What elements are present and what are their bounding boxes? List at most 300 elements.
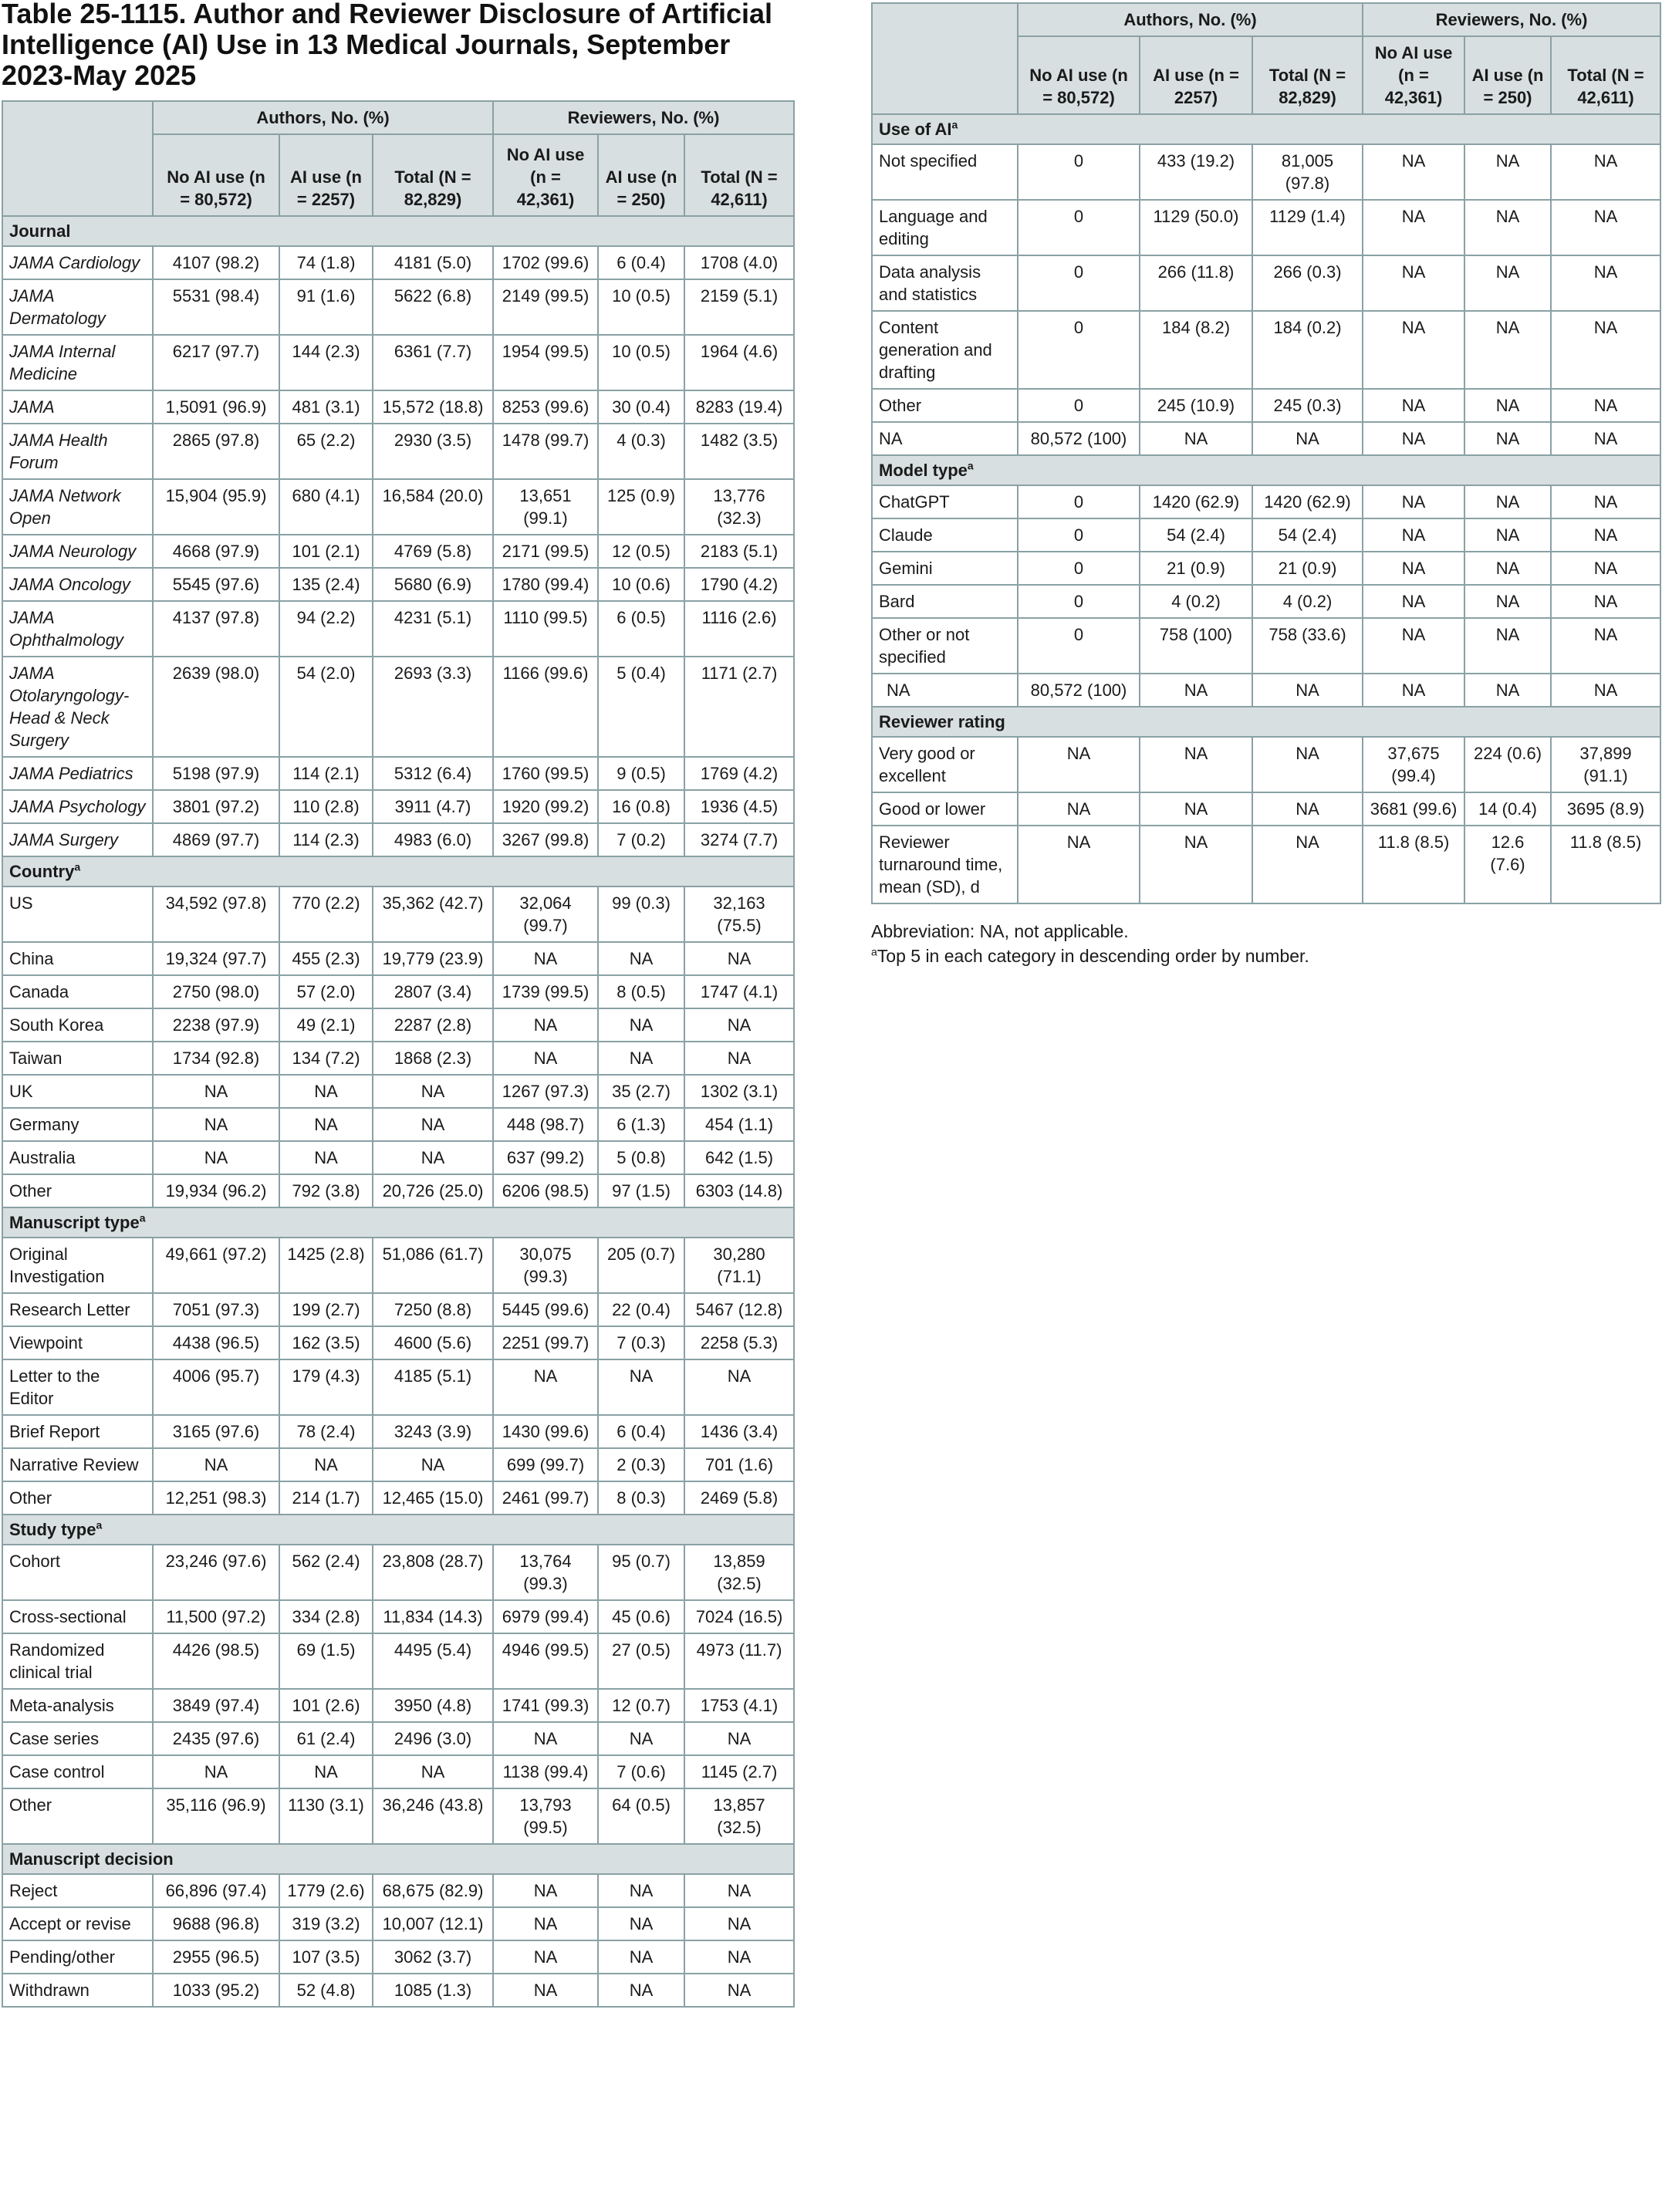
table-cell: 245 (10.9) <box>1140 389 1252 422</box>
table-row <box>872 552 1660 585</box>
row-label: Taiwan <box>2 1042 153 1075</box>
table-row <box>872 311 1660 389</box>
row-label: Reviewer turnaround time, mean (SD), d <box>872 826 1018 903</box>
table-cell: 642 (1.5) <box>684 1141 794 1174</box>
table-cell: 66,896 (97.4) <box>153 1874 279 1907</box>
table-cell: 57 (2.0) <box>279 975 373 1008</box>
table-cell: 7051 (97.3) <box>153 1293 279 1326</box>
table-cell: 5680 (6.9) <box>373 568 493 601</box>
table-cell: 3267 (99.8) <box>493 823 598 856</box>
table-cell: NA <box>1363 255 1464 311</box>
row-label: Good or lower <box>872 792 1018 826</box>
table-cell: 21 (0.9) <box>1140 552 1252 585</box>
table-cell: 1760 (99.5) <box>493 757 598 790</box>
row-label: Meta-analysis <box>2 1689 153 1722</box>
table-cell: 3695 (8.9) <box>1551 792 1660 826</box>
table-cell: NA <box>1140 737 1252 792</box>
table-cell: 7 (0.2) <box>598 823 684 856</box>
table-cell: 8 (0.3) <box>598 1481 684 1515</box>
table-cell: 1420 (62.9) <box>1140 485 1252 518</box>
table-cell: 4231 (5.1) <box>373 601 493 657</box>
table-cell: NA <box>1551 255 1660 311</box>
table-cell: 770 (2.2) <box>279 886 373 942</box>
section-header-journal <box>2 216 794 246</box>
table-cell: NA <box>684 942 794 975</box>
table-cell: 36,246 (43.8) <box>373 1788 493 1844</box>
table-cell: NA <box>684 1907 794 1940</box>
section-header-study-type <box>2 1515 794 1545</box>
table-cell: NA <box>493 1722 598 1755</box>
table-cell: 179 (4.3) <box>279 1359 373 1415</box>
row-label: JAMA Dermatology <box>2 279 153 335</box>
table-cell: 6303 (14.8) <box>684 1174 794 1207</box>
table-cell: 20,726 (25.0) <box>373 1174 493 1207</box>
table-cell: NA <box>493 1042 598 1075</box>
table-cell: 1116 (2.6) <box>684 601 794 657</box>
table-cell: NA <box>493 1907 598 1940</box>
table-cell: NA <box>373 1755 493 1788</box>
table-cell: NA <box>684 1008 794 1042</box>
row-label: Language and editing <box>872 200 1018 255</box>
table-cell: NA <box>153 1448 279 1481</box>
row-label: JAMA <box>2 390 153 424</box>
table-cell: NA <box>493 1359 598 1415</box>
table-cell: NA <box>1140 422 1252 455</box>
table-cell: 1420 (62.9) <box>1252 485 1363 518</box>
table-cell: 15,904 (95.9) <box>153 479 279 535</box>
section-header-use-of-ai <box>872 114 1660 144</box>
section-label: Country$^a$ <box>2 856 794 886</box>
table-cell: 5312 (6.4) <box>373 757 493 790</box>
table-cell: 1478 (99.7) <box>493 424 598 479</box>
table-cell: NA <box>1140 674 1252 707</box>
row-label: South Korea <box>2 1008 153 1042</box>
table-cell: 4181 (5.0) <box>373 246 493 279</box>
table-cell: 0 <box>1018 200 1140 255</box>
table-cell: 0 <box>1018 144 1140 200</box>
table-cell: 2865 (97.8) <box>153 424 279 479</box>
table-cell: 2258 (5.3) <box>684 1326 794 1359</box>
table-cell: 3165 (97.6) <box>153 1415 279 1448</box>
table-row <box>2 886 794 942</box>
table-cell: 49,661 (97.2) <box>153 1238 279 1293</box>
table-cell: 101 (2.1) <box>279 535 373 568</box>
table-row <box>2 1238 794 1293</box>
table-cell: 2 (0.3) <box>598 1448 684 1481</box>
table-row <box>2 942 794 975</box>
table-cell: 454 (1.1) <box>684 1108 794 1141</box>
table-cell: 5198 (97.9) <box>153 757 279 790</box>
table-cell: NA <box>1464 485 1551 518</box>
table-cell: NA <box>1252 792 1363 826</box>
table-cell: 10 (0.5) <box>598 335 684 390</box>
table-cell: NA <box>1252 674 1363 707</box>
table-row <box>2 1481 794 1515</box>
table-cell: 2693 (3.3) <box>373 657 493 757</box>
table-cell: 2930 (3.5) <box>373 424 493 479</box>
table-cell: NA <box>1551 389 1660 422</box>
table-cell: 1166 (99.6) <box>493 657 598 757</box>
section-header-manuscript-type <box>2 1207 794 1238</box>
section-header-country <box>2 856 794 886</box>
table-cell: 5545 (97.6) <box>153 568 279 601</box>
table-cell: NA <box>1140 792 1252 826</box>
table-cell: 8283 (19.4) <box>684 390 794 424</box>
table-cell: 8 (0.5) <box>598 975 684 1008</box>
footnotes <box>871 919 1643 968</box>
table-row <box>2 1326 794 1359</box>
table-row <box>2 657 794 757</box>
section-label: Reviewer rating <box>872 707 1660 737</box>
table-cell: 637 (99.2) <box>493 1141 598 1174</box>
table-cell: 0 <box>1018 618 1140 674</box>
table-cell: 1430 (99.6) <box>493 1415 598 1448</box>
row-label: Case series <box>2 1722 153 1755</box>
table-cell: 1739 (99.5) <box>493 975 598 1008</box>
table-cell: 13,764 (99.3) <box>493 1545 598 1600</box>
authors-group-header: Authors, No. (%) <box>153 101 493 134</box>
table-cell: 0 <box>1018 518 1140 552</box>
table-cell: NA <box>1018 792 1140 826</box>
table-cell: 21 (0.9) <box>1252 552 1363 585</box>
table-cell: 34,592 (97.8) <box>153 886 279 942</box>
table-cell: NA <box>598 1042 684 1075</box>
table-cell: 3243 (3.9) <box>373 1415 493 1448</box>
row-label: Cross-sectional <box>2 1600 153 1633</box>
table-cell: 37,675 (99.4) <box>1363 737 1464 792</box>
table-cell: NA <box>1551 585 1660 618</box>
col-authors-total: Total (N = 82,829) <box>373 134 493 216</box>
table-cell: NA <box>153 1108 279 1141</box>
row-label: Research Letter <box>2 1293 153 1326</box>
table-row <box>2 975 794 1008</box>
reviewers-group-header: Reviewers, No. (%) <box>493 101 794 134</box>
table-cell: 91 (1.6) <box>279 279 373 335</box>
table-row <box>2 1874 794 1907</box>
table-cell: 792 (3.8) <box>279 1174 373 1207</box>
table-cell: 455 (2.3) <box>279 942 373 975</box>
table-cell: 35 (2.7) <box>598 1075 684 1108</box>
table-cell: NA <box>1018 737 1140 792</box>
table-cell: NA <box>1464 422 1551 455</box>
row-label: JAMA Ophthalmology <box>2 601 153 657</box>
table-cell: NA <box>493 1874 598 1907</box>
table-cell: 13,651 (99.1) <box>493 479 598 535</box>
footnote-line: Abbreviation: NA, not applicable. <box>871 921 1129 941</box>
table-cell: 10,007 (12.1) <box>373 1907 493 1940</box>
table-cell: 3801 (97.2) <box>153 790 279 823</box>
table-cell: NA <box>598 942 684 975</box>
table-cell: 2955 (96.5) <box>153 1940 279 1974</box>
table-cell: 4600 (5.6) <box>373 1326 493 1359</box>
table-cell: 107 (3.5) <box>279 1940 373 1974</box>
table-row <box>2 535 794 568</box>
table-cell: NA <box>684 1722 794 1755</box>
table-cell: 13,859 (32.5) <box>684 1545 794 1600</box>
table-cell: NA <box>598 1874 684 1907</box>
table-cell: 481 (3.1) <box>279 390 373 424</box>
row-label: Cohort <box>2 1545 153 1600</box>
table-row <box>2 1448 794 1481</box>
table-row <box>872 792 1660 826</box>
table-cell: 61 (2.4) <box>279 1722 373 1755</box>
table-cell: NA <box>1551 618 1660 674</box>
table-row <box>2 1108 794 1141</box>
table-cell: NA <box>279 1448 373 1481</box>
table-cell: 13,857 (32.5) <box>684 1788 794 1844</box>
table-cell: NA <box>153 1075 279 1108</box>
col-reviewers-ai: AI use (n = 250) <box>1464 36 1551 114</box>
table-cell: 1425 (2.8) <box>279 1238 373 1293</box>
section-label: Model type$^a$ <box>872 455 1660 485</box>
row-label: JAMA Internal Medicine <box>2 335 153 390</box>
row-label: Germany <box>2 1108 153 1141</box>
footnote-marker: a <box>74 860 81 873</box>
table-cell: 54 (2.4) <box>1140 518 1252 552</box>
table-cell: 448 (98.7) <box>493 1108 598 1141</box>
table-row <box>2 1075 794 1108</box>
table-cell: 334 (2.8) <box>279 1600 373 1633</box>
table-row <box>2 390 794 424</box>
table-row <box>2 823 794 856</box>
col-reviewers-no-ai: No AI use (n = 42,361) <box>1363 36 1464 114</box>
table-cell: 13,793 (99.5) <box>493 1788 598 1844</box>
table-row <box>2 1689 794 1722</box>
table-cell: 3681 (99.6) <box>1363 792 1464 826</box>
table-cell: 97 (1.5) <box>598 1174 684 1207</box>
table-cell: NA <box>1551 485 1660 518</box>
table-cell: 319 (3.2) <box>279 1907 373 1940</box>
table-cell: NA <box>1464 552 1551 585</box>
row-label: Narrative Review <box>2 1448 153 1481</box>
table-cell: 1708 (4.0) <box>684 246 794 279</box>
col-reviewers-no-ai: No AI use (n = 42,361) <box>493 134 598 216</box>
table-cell: 2469 (5.8) <box>684 1481 794 1515</box>
table-row <box>2 1008 794 1042</box>
table-cell: 1129 (50.0) <box>1140 200 1252 255</box>
table-cell: 4973 (11.7) <box>684 1633 794 1689</box>
table-cell: 32,163 (75.5) <box>684 886 794 942</box>
table-cell: NA <box>493 1008 598 1042</box>
table-cell: 30 (0.4) <box>598 390 684 424</box>
table-row <box>2 1042 794 1075</box>
table-cell: 1436 (3.4) <box>684 1415 794 1448</box>
table-cell: 3062 (3.7) <box>373 1940 493 1974</box>
table-cell: 1302 (3.1) <box>684 1075 794 1108</box>
row-label: Australia <box>2 1141 153 1174</box>
row-label: Content generation and drafting <box>872 311 1018 389</box>
table-cell: 7250 (8.8) <box>373 1293 493 1326</box>
table-cell: NA <box>1363 144 1464 200</box>
table-row <box>872 618 1660 674</box>
row-label: JAMA Surgery <box>2 823 153 856</box>
table-cell: 4946 (99.5) <box>493 1633 598 1689</box>
table-cell: 1171 (2.7) <box>684 657 794 757</box>
table-row <box>872 737 1660 792</box>
table-cell: 74 (1.8) <box>279 246 373 279</box>
table-cell: 214 (1.7) <box>279 1481 373 1515</box>
table-cell: 699 (99.7) <box>493 1448 598 1481</box>
table-row <box>872 485 1660 518</box>
section-label: Manuscript type$^a$ <box>2 1207 794 1238</box>
table-cell: NA <box>1464 255 1551 311</box>
authors-group-header: Authors, No. (%) <box>1018 3 1363 36</box>
row-label: Randomized clinical trial <box>2 1633 153 1689</box>
table-cell: NA <box>1464 389 1551 422</box>
table-cell: 0 <box>1018 552 1140 585</box>
table-cell: 6 (0.4) <box>598 246 684 279</box>
left-table-body <box>2 216 794 2007</box>
table-cell: 224 (0.6) <box>1464 737 1551 792</box>
row-label: Canada <box>2 975 153 1008</box>
table-cell: 245 (0.3) <box>1252 389 1363 422</box>
table-cell: 701 (1.6) <box>684 1448 794 1481</box>
table-cell: 433 (19.2) <box>1140 144 1252 200</box>
table-row <box>2 279 794 335</box>
table-cell: 65 (2.2) <box>279 424 373 479</box>
table-cell: NA <box>1363 389 1464 422</box>
table-cell: NA <box>1363 311 1464 389</box>
row-label: Other or not specified <box>872 618 1018 674</box>
row-label: Original Investigation <box>2 1238 153 1293</box>
table-cell: 19,934 (96.2) <box>153 1174 279 1207</box>
col-authors-total: Total (N = 82,829) <box>1252 36 1363 114</box>
table-cell: NA <box>598 1008 684 1042</box>
table-cell: 35,362 (42.7) <box>373 886 493 942</box>
table-cell: 19,779 (23.9) <box>373 942 493 975</box>
table-cell: 4107 (98.2) <box>153 246 279 279</box>
table-cell: NA <box>1252 422 1363 455</box>
table-row <box>872 389 1660 422</box>
table-cell: NA <box>1551 518 1660 552</box>
table-cell: 35,116 (96.9) <box>153 1788 279 1844</box>
section-label: Study type$^a$ <box>2 1515 794 1545</box>
table-cell: NA <box>1551 552 1660 585</box>
table-cell: 205 (0.7) <box>598 1238 684 1293</box>
table-cell: NA <box>493 1974 598 2007</box>
table-cell: 12 (0.5) <box>598 535 684 568</box>
table-cell: NA <box>1551 311 1660 389</box>
table-cell: 110 (2.8) <box>279 790 373 823</box>
table-row <box>872 518 1660 552</box>
table-cell: 32,064 (99.7) <box>493 886 598 942</box>
row-label: Brief Report <box>2 1415 153 1448</box>
table-row <box>2 790 794 823</box>
row-label: Other <box>2 1788 153 1844</box>
table-cell: NA <box>1464 585 1551 618</box>
table-cell: 4668 (97.9) <box>153 535 279 568</box>
table-cell: 30,075 (99.3) <box>493 1238 598 1293</box>
table-cell: 4495 (5.4) <box>373 1633 493 1689</box>
table-cell: NA <box>1363 585 1464 618</box>
table-cell: NA <box>1464 618 1551 674</box>
table-cell: NA <box>373 1448 493 1481</box>
row-label: Letter to the Editor <box>2 1359 153 1415</box>
table-cell: 199 (2.7) <box>279 1293 373 1326</box>
table-cell: NA <box>373 1075 493 1108</box>
table-cell: 1110 (99.5) <box>493 601 598 657</box>
table-cell: 2171 (99.5) <box>493 535 598 568</box>
table-cell: 114 (2.3) <box>279 823 373 856</box>
table-cell: 4426 (98.5) <box>153 1633 279 1689</box>
col-reviewers-total: Total (N = 42,611) <box>684 134 794 216</box>
table-row <box>2 568 794 601</box>
table-cell: 81,005 (97.8) <box>1252 144 1363 200</box>
table-cell: 49 (2.1) <box>279 1008 373 1042</box>
table-cell: 27 (0.5) <box>598 1633 684 1689</box>
row-label: Pending/other <box>2 1940 153 1974</box>
table-cell: 95 (0.7) <box>598 1545 684 1600</box>
row-label-header <box>2 101 153 216</box>
table-cell: NA <box>1464 674 1551 707</box>
row-label: JAMA Pediatrics <box>2 757 153 790</box>
table-cell: 16 (0.8) <box>598 790 684 823</box>
table-cell: 184 (0.2) <box>1252 311 1363 389</box>
table-cell: 4869 (97.7) <box>153 823 279 856</box>
table-cell: 6 (0.5) <box>598 601 684 657</box>
table-cell: 15,572 (18.8) <box>373 390 493 424</box>
table-cell: 10 (0.5) <box>598 279 684 335</box>
row-label: NA <box>872 674 1018 707</box>
table-cell: 144 (2.3) <box>279 335 373 390</box>
table-row <box>2 757 794 790</box>
table-cell: 1033 (95.2) <box>153 1974 279 2007</box>
table-cell: 54 (2.0) <box>279 657 373 757</box>
table-cell: 51,086 (61.7) <box>373 1238 493 1293</box>
table-cell: 11,834 (14.3) <box>373 1600 493 1633</box>
reviewers-group-header: Reviewers, No. (%) <box>1363 3 1660 36</box>
footnote-line: $^a$Top 5 in each category in descending order by number. <box>871 945 1309 966</box>
table-row <box>872 674 1660 707</box>
table-cell: 80,572 (100) <box>1018 422 1140 455</box>
row-label-header <box>872 3 1018 114</box>
table-cell: NA <box>1363 200 1464 255</box>
col-authors-ai: AI use (n = 2257) <box>279 134 373 216</box>
footnote-marker: a <box>951 118 958 131</box>
table-row <box>872 826 1660 903</box>
left-table <box>2 100 795 2008</box>
table-row <box>2 1974 794 2007</box>
table-cell: 94 (2.2) <box>279 601 373 657</box>
table-cell: NA <box>1551 200 1660 255</box>
table-cell: NA <box>373 1108 493 1141</box>
table-cell: 5467 (12.8) <box>684 1293 794 1326</box>
table-title: Table 25-1115. Author and Reviewer Disclosure of Artificial Intelligence (AI) Use in 13 Medical Journals, September 2023-May 2025 <box>2 0 772 91</box>
table-cell: 7 (0.6) <box>598 1755 684 1788</box>
table-cell: 6217 (97.7) <box>153 335 279 390</box>
table-cell: 14 (0.4) <box>1464 792 1551 826</box>
table-cell: 68,675 (82.9) <box>373 1874 493 1907</box>
table-row <box>2 246 794 279</box>
table-cell: 1129 (1.4) <box>1252 200 1363 255</box>
table-cell: 1741 (99.3) <box>493 1689 598 1722</box>
table-cell: NA <box>684 1974 794 2007</box>
section-header-manuscript-decision <box>2 1844 794 1874</box>
table-cell: 184 (8.2) <box>1140 311 1252 389</box>
row-label: JAMA Psychology <box>2 790 153 823</box>
table-cell: 78 (2.4) <box>279 1415 373 1448</box>
table-cell: NA <box>1363 485 1464 518</box>
table-cell: 6 (0.4) <box>598 1415 684 1448</box>
table-cell: 6361 (7.7) <box>373 335 493 390</box>
table-cell: 1964 (4.6) <box>684 335 794 390</box>
table-cell: 4006 (95.7) <box>153 1359 279 1415</box>
table-cell: 9688 (96.8) <box>153 1907 279 1940</box>
table-cell: 1936 (4.5) <box>684 790 794 823</box>
table-cell: NA <box>1363 422 1464 455</box>
row-label: Viewpoint <box>2 1326 153 1359</box>
table-cell: 19,324 (97.7) <box>153 942 279 975</box>
